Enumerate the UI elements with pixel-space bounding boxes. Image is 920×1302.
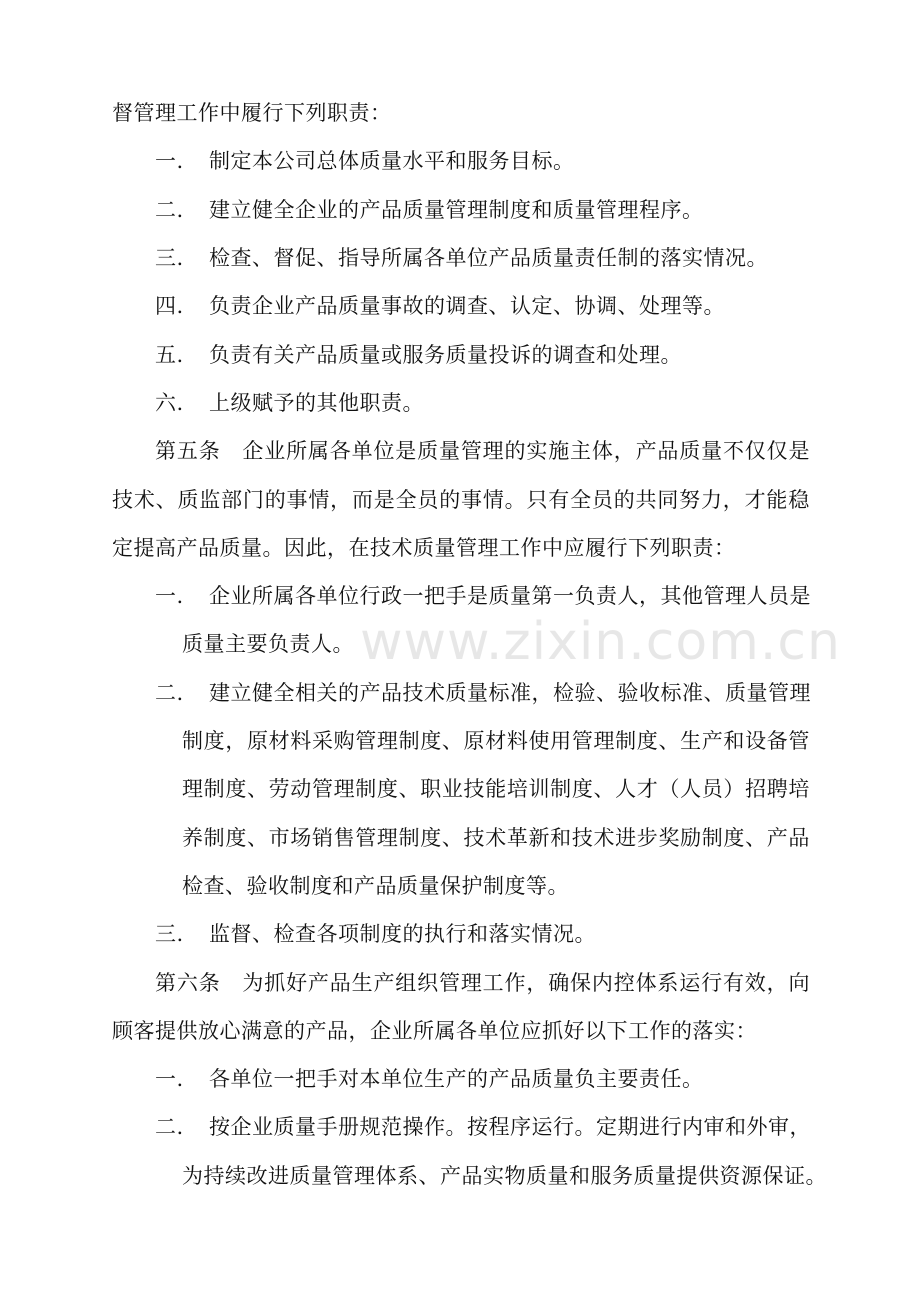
list-text-continuation: 理 制 度 、 劳 动 管 理 制 度 、 职 业 技 能 培 训 制 度 、 人 才 （ 人 员 ） 招 聘 培: [182, 777, 810, 801]
list-item: [155, 342, 682, 368]
list-text: 建立健全相关的产品技术质量标准，检验、验收标准、质量管理: [209, 681, 811, 705]
list-text: 建立健全企业的产品质量管理制度和质量管理程序。: [209, 198, 704, 222]
list-text: 检查、督促、指导所属各单位产品质量责任制的落实情况。: [209, 246, 768, 270]
list-number: 六.: [155, 391, 184, 415]
list-text-continuation: 制 度 ， 原 材 料 采 购 管 理 制 度 、 原 材 料 使 用 管 理 制 度 、 生 产 和 设 备 管: [182, 729, 810, 753]
list-text: 企业所属各单位行政一把手是质量第一负责人，其他管理人员是: [209, 584, 811, 608]
article-five-line-1: 第 五 条 企 业 所 属 各 单 位 是 质 量 管 理 的 实 施 主 体 ， 产 品 质 量 不 仅 仅 是: [155, 439, 810, 463]
list-number: 一.: [155, 149, 184, 173]
list-text: 负责企业产品质量事故的调查、认定、协调、处理等。: [209, 294, 725, 318]
list-text-continuation: 质量主要负责人。: [182, 632, 354, 656]
list-text: 负责有关产品质量或服务质量投诉的调查和处理。: [209, 343, 682, 367]
paragraph-intro: 督管理工作中履行下列职责：: [112, 101, 392, 125]
list-item: [155, 293, 725, 319]
list-text: 上级赋予的其他职责。: [209, 391, 424, 415]
article-six-line-2: 顾客提供放心满意的产品，企业所属各单位应抓好以下工作的落实：: [112, 1019, 757, 1043]
list-text: 按企业质量手册规范操作。按程序运行。定期进行内审和外审，: [209, 1115, 811, 1139]
list-number: 三.: [155, 246, 184, 270]
watermark: www.zixin.com.cn: [360, 612, 841, 672]
list-text: 监督、检查各项制度的执行和落实情况。: [209, 922, 596, 946]
list-number: 四.: [155, 294, 184, 318]
list-item: [155, 1114, 811, 1140]
list-number: 一.: [155, 584, 184, 608]
list-item: [155, 148, 575, 174]
list-item: [155, 1066, 704, 1092]
list-text: 各单位一把手对本单位生产的产品质量负主要责任。: [209, 1067, 704, 1091]
list-item: [155, 390, 424, 416]
list-number: 二.: [155, 1115, 184, 1139]
list-item: [155, 197, 704, 223]
list-number: 二.: [155, 681, 184, 705]
article-six-line-1: 第 六 条 为 抓 好 产 品 生 产 组 织 管 理 工 作 ， 确 保 内 控 体 系 运 行 有 效 ， 向: [155, 971, 810, 995]
list-number: 二.: [155, 198, 184, 222]
list-text: 制定本公司总体质量水平和服务目标。: [209, 149, 575, 173]
list-number: 五.: [155, 343, 184, 367]
list-text-continuation: 为持续改进质量管理体系、产品实物质量和服务质量提供资源保证。: [182, 1164, 827, 1188]
list-item: [155, 583, 811, 609]
list-number: 三.: [155, 922, 184, 946]
list-text-continuation: 检查、验收制度和产品质量保护制度等。: [182, 874, 569, 898]
article-five-line-2: 技 术 、 质 监 部 门 的 事 情 ， 而 是 全 员 的 事 情 。 只 有 全 员 的 共 同 努 力 ， 才 能 稳: [112, 488, 810, 512]
list-number: 一.: [155, 1067, 184, 1091]
article-five-line-3: 定提高产品质量。因此，在技术质量管理工作中应履行下列职责：: [112, 536, 736, 560]
list-item: [155, 680, 811, 706]
list-item: [155, 921, 596, 947]
list-item: [155, 245, 768, 271]
list-text-continuation: 养 制 度 、 市 场 销 售 管 理 制 度 、 技 术 革 新 和 技 术 进 步 奖 励 制 度 、 产 品: [182, 826, 810, 850]
